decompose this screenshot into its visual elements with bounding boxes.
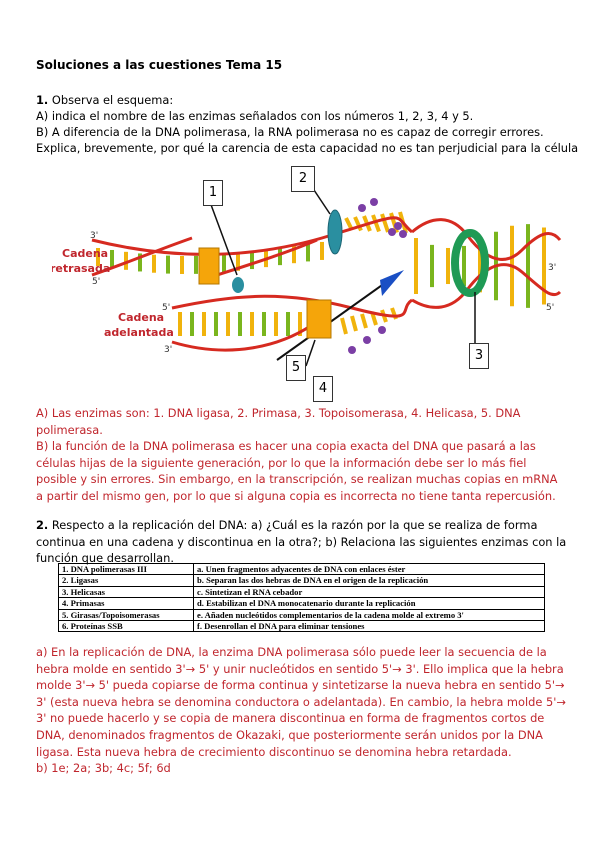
question-2-line-1 [36,517,537,534]
enzyme-cell: 3. Helicasas [59,586,194,597]
answer-2-part-a: a) En la replicación de DNA, la enzima DNA polimerasa sólo puede leer la secuencia de la hebra molde en sentido 3'→ 5' y unir nucleótidos en sentido 5'→ 3'. Ello implica que la hebra molde 3'→ 5' pueda copiarse de forma continua y sintetizarse la nueva hebra en sentido 5'→ 3' (esta nueva hebra se denomina conductora o adelantada). En cambio, la hebra molde 5'→ 3' no puede hacerlo y se copia de manera discontinua en forma de fragmentos cortos de DNA, denominados fragmentos de Okazaki, que posteriormente serán unidos por la DNA ligasa. Esta nueva hebra de crecimiento discontinuo se denomina hebra retardada. [36,645,566,759]
function-cell: b. Separan las dos hebras de DNA en el origen de la replicación [194,575,545,586]
callout-2: 2 [291,166,315,192]
primase-shape [328,210,342,254]
question-2-line-3: función que desarrollan. [36,551,174,565]
leading-label-line-2: adelantada [104,326,174,339]
end-5-right: 5' [546,303,555,313]
question-1-line-4: Explica, brevemente, por qué la carencia de esta capacidad no es tan perjudicial para la célula [36,141,579,155]
replication-fork-diagram [52,160,562,400]
table-row [59,598,545,609]
callout-3: 3 [469,343,489,369]
table-row [59,621,545,632]
document-title: Soluciones a las cuestiones Tema 15 [36,58,283,72]
nucleotide-rung [382,214,388,232]
function-cell: f. Desenrollan el DNA para eliminar tensiones [194,621,545,632]
end-3-top: 3' [90,231,99,241]
helicase-shape [380,270,404,296]
answer-1-part-a: A) Las enzimas son: 1. DNA ligasa, 2. Primasa, 3. Topoisomerasa, 4. Helicasa, 5. DNA polimerasa. [36,406,521,437]
question-1-line-1 [36,92,173,109]
function-cell: d. Estabilizan el DNA monocatenario durante la replicación [194,598,545,609]
question-1-number: 1. [36,93,49,107]
end-3-mid: 3' [164,345,173,355]
enzyme-cell: 1. DNA polimerasas III [59,564,194,575]
callout-5: 5 [286,355,306,381]
primase-small-shape [232,277,244,293]
question-1-line-3: B) A diferencia de la DNA polimerasa, la RNA polimerasa no es capaz de corregir errores. [36,125,544,139]
function-cell: e. Añaden nucleótidos complementarios de la cadena molde al extremo 3' [194,609,545,620]
answer-2 [36,644,566,777]
question-1-intro: Observa el esquema: [48,93,174,107]
answer-1 [36,405,566,505]
lagging-label-line-1: Cadena [62,247,109,260]
question-2-intro: Respecto a la replicación del DNA: a) ¿Cuál es la razón por la que se realiza de forma [48,518,538,532]
question-1-line-2: A) indica el nombre de las enzimas señalados con los números 1, 2, 3, 4 y 5. [36,109,474,123]
question-2-line-2: continua en una cadena y discontinua en la otra?; b) Relaciona las siguientes enzimas con la [36,535,567,549]
ligase-shape [199,248,219,284]
lagging-template-strand [92,218,412,255]
table-row [59,564,545,575]
polymerase-pointer [306,340,315,366]
polymerase-shape [307,300,331,338]
callout-4: 4 [313,376,333,402]
answer-2-part-b: b) 1e; 2a; 3b; 4c; 5f; 6d [36,761,171,776]
enzyme-cell: 5. Girasas/Topoisomerasas [59,609,194,620]
nucleotide-rung [352,316,356,331]
end-3-right: 3' [548,263,557,273]
table-row [59,586,545,597]
nucleotide-rung [342,318,346,334]
enzyme-function-table [58,563,545,632]
primase-pointer [314,190,330,214]
answer-1-part-b: B) la función de la DNA polimerasa es hacer una copia exacta del DNA que pasará a las células hijas de la siguiente generación, por lo que la información debe ser lo más fiel posible y sin errores. Sin embargo, en la transcripción, se realizan muchas copias en mRNA a partir del mismo gen, por lo que si alguna copia es incorrecta no tiene tanta repercusión. [36,439,558,503]
table-row [59,575,545,586]
function-cell: c. Sintetizan el RNA cebador [194,586,545,597]
function-cell: a. Unen fragmentos adyacentes de DNA con enlaces éster [194,564,545,575]
enzyme-cell: 6. Proteínas SSB [59,621,194,632]
end-5-mid: 5' [162,303,171,313]
callout-1: 1 [203,180,223,206]
leading-template-strand [172,296,412,316]
enzyme-cell: 2. Ligasas [59,575,194,586]
nucleotide-rung [362,314,366,328]
enzyme-cell: 4. Primasas [59,598,194,609]
leading-label-line-1: Cadena [118,311,165,324]
question-2-number: 2. [36,518,49,532]
lagging-label-line-2: retrasada [52,262,111,275]
table-row [59,609,545,620]
end-5-top: 5' [92,277,101,287]
